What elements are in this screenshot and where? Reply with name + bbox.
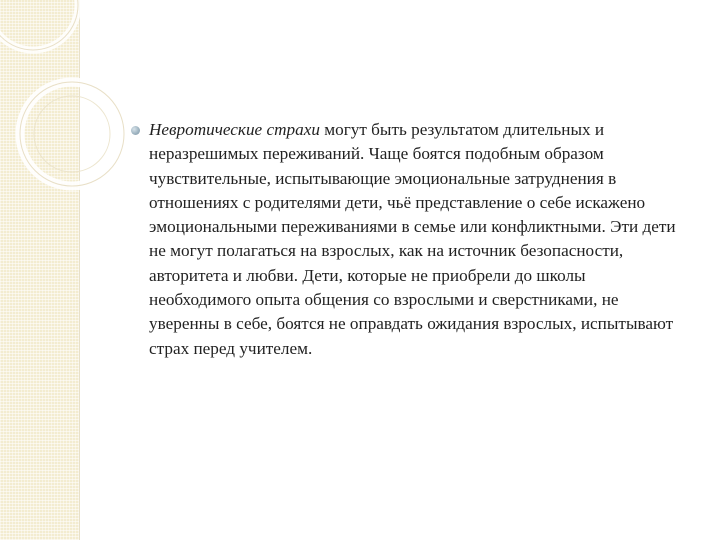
bullet-dot-icon: [131, 126, 140, 135]
decorative-circle-top: [0, 0, 78, 50]
decorative-circle-inner: [34, 96, 110, 172]
slide-content: [130, 118, 690, 361]
bullet-term: Невротические страхи: [149, 120, 320, 139]
bullet-text: могут быть результатом длительных и неразрешимых переживаний. Чаще боятся подобным образом чувствительные, испытывающие эмоциональные затруднения в отношениях с родителями дети, чьё представление о себе искажено эмоциональными переживаниями в семье или конфликтными. Эти дети не могут полагаться на взрослых, как на источник безопасности, авторитета и любви. Дети, которые не приобрели до школы необходимого опыта общения со взрослыми и сверстниками, не уверенны в себе, боятся не оправдать ожидания взрослых, испытывают страх перед учителем.: [149, 120, 676, 358]
decorative-circles: [0, 0, 140, 220]
bullet-item: [130, 118, 690, 361]
decorative-circle-large: [20, 82, 124, 186]
